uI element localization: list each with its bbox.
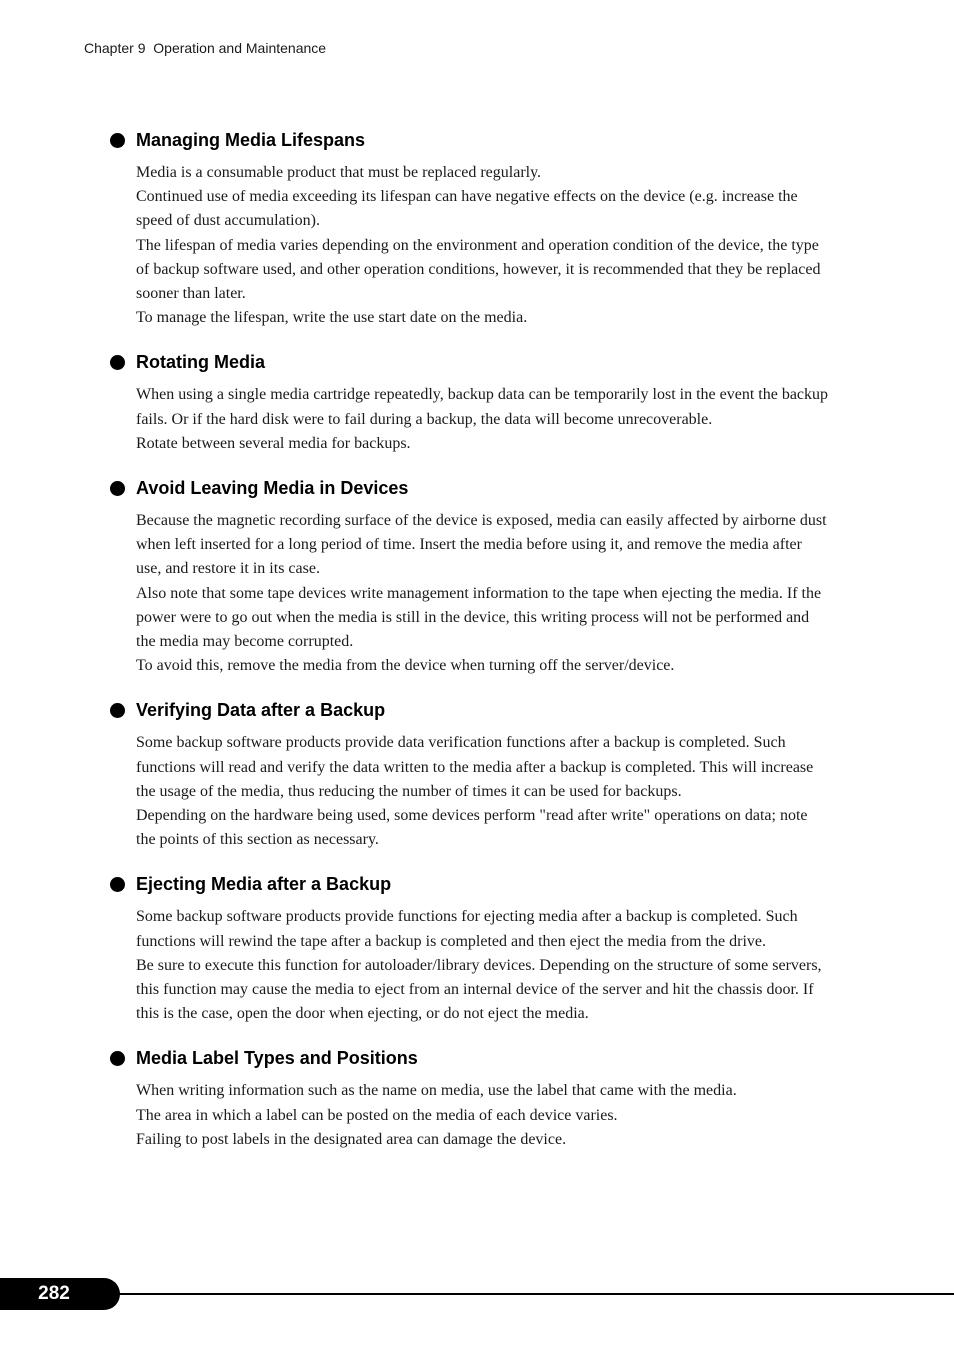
section-heading xyxy=(110,1045,830,1071)
paragraph: The lifespan of media varies depending on the environment and operation condition of the device, the type of backup software used, and other operation conditions, however, it is recommended that they be replaced sooner than later. xyxy=(136,236,821,303)
section-heading xyxy=(110,697,830,723)
page-content xyxy=(110,127,830,1171)
section-ejecting-media xyxy=(110,871,830,1026)
bullet-icon xyxy=(110,877,125,892)
paragraph: Some backup software products provide data verification functions after a backup is completed. Such functions will read and verify the data written to the media after a backup is completed. This will increase the usage of the media, thus reducing the number of times it can be used for backups. xyxy=(136,734,814,800)
paragraph: When using a single media cartridge repeatedly, backup data can be temporarily lost in the event the backup fails. Or if the hard disk were to fail during a backup, the data will become unrecoverable. xyxy=(136,386,829,428)
paragraph: When writing information such as the name on media, use the label that came with the media. xyxy=(136,1082,737,1100)
paragraph: To manage the lifespan, write the use start date on the media. xyxy=(136,309,528,327)
section-managing-media-lifespans xyxy=(110,127,830,330)
section-heading xyxy=(110,349,830,375)
paragraph: Because the magnetic recording surface of the device is exposed, media can easily affected by airborne dust when left inserted for a long period of time. Insert the media before using it, and remove the media after use, and restore it in its case. xyxy=(136,512,827,578)
paragraph: Depending on the hardware being used, some devices perform "read after write" operations on data; note the points of this section as necessary. xyxy=(136,807,808,849)
running-header: Chapter 9 Operation and Maintenance xyxy=(84,40,327,56)
paragraph: Continued use of media exceeding its lifespan can have negative effects on the device (e.g. increase the speed of dust accumulation). xyxy=(136,188,798,230)
section-rotating-media xyxy=(110,349,830,456)
section-verifying-data xyxy=(110,697,830,852)
page-number-tab xyxy=(0,1278,120,1310)
bullet-icon xyxy=(110,133,125,148)
section-heading xyxy=(110,475,830,501)
bullet-icon xyxy=(110,481,125,496)
bullet-icon xyxy=(110,1051,125,1066)
section-heading xyxy=(110,871,830,897)
section-heading-text: Avoid Leaving Media in Devices xyxy=(136,477,409,498)
paragraph: To avoid this, remove the media from the device when turning off the server/device. xyxy=(136,657,675,675)
section-heading-text: Media Label Types and Positions xyxy=(136,1047,418,1068)
paragraph: Media is a consumable product that must be replaced regularly. xyxy=(136,164,542,181)
paragraph: Also note that some tape devices write management information to the tape when ejecting the media. If the power were to go out when the media is still in the device, this writing process will not be performed and the media may become corrupted. xyxy=(136,584,822,651)
section-heading-text: Rotating Media xyxy=(136,351,265,372)
footer-rule xyxy=(110,1293,954,1295)
section-heading-text: Managing Media Lifespans xyxy=(136,129,366,150)
paragraph: Failing to post labels in the designated area can damage the device. xyxy=(136,1130,567,1148)
section-avoid-leaving-media xyxy=(110,475,830,678)
section-heading-text: Ejecting Media after a Backup xyxy=(136,873,392,894)
paragraph: Some backup software products provide functions for ejecting media after a backup is completed. Such functions will rewind the tape after a backup is completed and then eject the media from the drive. xyxy=(136,908,798,950)
paragraph: Be sure to execute this function for autoloader/library devices. Depending on the structure of some servers, this function may cause the media to eject from an internal device of the server and hit the chassis door. If this is the case, open the door when ejecting, or do not eject the media. xyxy=(136,956,822,1023)
page-number: 282 xyxy=(38,1283,70,1304)
section-heading xyxy=(110,127,830,153)
section-heading-text: Verifying Data after a Backup xyxy=(136,699,386,720)
paragraph: The area in which a label can be posted on the media of each device varies. xyxy=(136,1106,618,1124)
bullet-icon xyxy=(110,355,125,370)
paragraph: Rotate between several media for backups. xyxy=(136,434,411,452)
bullet-icon xyxy=(110,703,125,718)
section-media-label-types xyxy=(110,1045,830,1152)
